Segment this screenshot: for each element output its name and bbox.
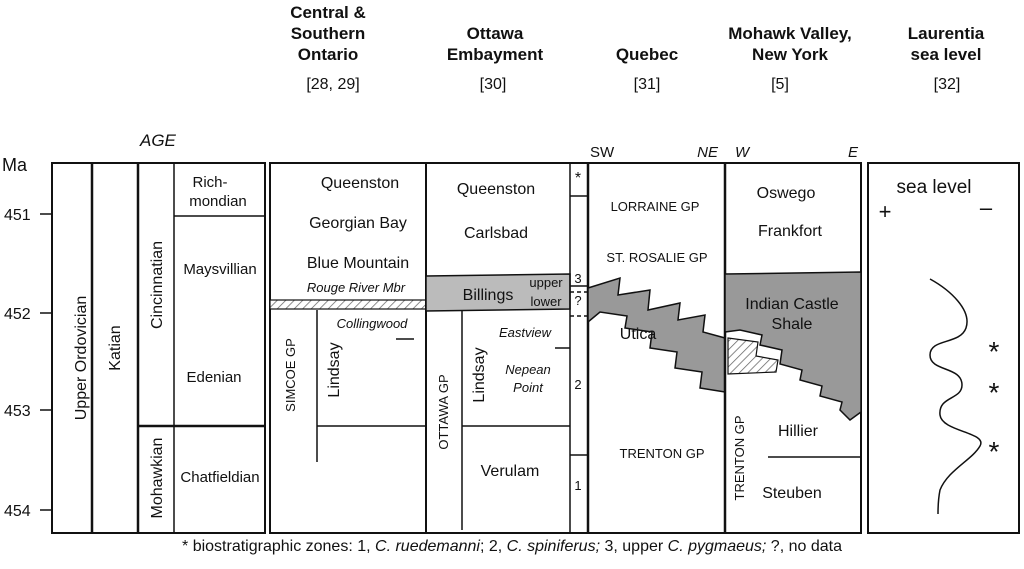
- ottawa-ref: [30]: [479, 76, 507, 93]
- laurentia-title-line2: sea level: [910, 45, 982, 64]
- maysvillian-label: Maysvillian: [183, 261, 257, 278]
- tick-label-452: 452: [4, 306, 31, 323]
- ottawa-title-line1: Ottawa: [466, 24, 524, 43]
- zone-star: *: [574, 170, 582, 187]
- mohawk-column: [725, 144, 861, 533]
- quebec-utica: Utica: [619, 326, 657, 343]
- rouge-river-hatch: [270, 300, 426, 309]
- mohawk-trenton-gp: TRENTON GP: [732, 415, 747, 501]
- footnote-part3: 3, upper: [600, 538, 668, 555]
- column-headers: [290, 3, 985, 93]
- zone-2: 2: [574, 377, 582, 392]
- footnote-part4: ?, no data: [766, 538, 842, 555]
- ma-label: Ma: [2, 155, 28, 175]
- tick-label-454: 454: [4, 503, 31, 520]
- laurentia-title-line1: Laurentia: [907, 24, 985, 43]
- ont-queenston: Queenston: [320, 175, 400, 192]
- sea-level-curve: [930, 279, 981, 514]
- ont-georgian-bay: Georgian Bay: [309, 215, 407, 232]
- ont-collingwood: Collingwood: [336, 316, 408, 331]
- utica-shale: [588, 278, 725, 392]
- ontario-title-line2: Southern: [290, 24, 366, 43]
- sea-level-minus: –: [979, 195, 993, 220]
- ott-billings: Billings: [462, 287, 514, 304]
- chronostratigraphy-column: [52, 163, 265, 533]
- sea-level-star-3: *: [988, 436, 1000, 467]
- richmondian-line2: mondian: [189, 193, 247, 210]
- sea-level-plus: +: [878, 199, 892, 224]
- ont-rouge-river: Rouge River Mbr: [306, 280, 406, 295]
- ott-queenston: Queenston: [456, 181, 536, 198]
- chatfieldian-label: Chatfieldian: [180, 469, 260, 486]
- cincinnatian-label: Cincinnatian: [149, 240, 166, 330]
- sea-level-star-1: *: [988, 336, 1000, 367]
- quebec-column: [588, 144, 725, 533]
- sea-level-column: [868, 163, 1019, 533]
- footnote-part1: * biostratigraphic zones: 1,: [182, 538, 376, 555]
- mohawk-e: E: [847, 144, 858, 161]
- quebec-lorraine: LORRAINE GP: [610, 199, 700, 214]
- laurentia-ref: [32]: [933, 76, 961, 93]
- mohawk-ref: [5]: [771, 76, 789, 93]
- mohawk-w: W: [735, 144, 750, 161]
- mohawk-steuben: Steuben: [762, 485, 822, 502]
- age-header: AGE: [140, 131, 176, 150]
- quebec-ne: NE: [697, 144, 718, 161]
- footnote-species1: C. ruedemanni: [375, 538, 480, 555]
- ont-simcoe-gp: SIMCOE GP: [283, 338, 298, 412]
- ott-lindsay: Lindsay: [471, 347, 488, 403]
- footnote-species2: C. spiniferus;: [506, 538, 601, 555]
- ott-ottawa-gp: OTTAWA GP: [436, 374, 451, 450]
- ottawa-title-line2: Embayment: [446, 45, 544, 64]
- quebec-st-rosalie: ST. ROSALIE GP: [606, 250, 708, 265]
- ontario-column: [270, 163, 426, 533]
- mohawk-hillier: Hillier: [778, 423, 818, 440]
- ontario-title-line3: Ontario: [297, 45, 359, 64]
- mohawk-title-line1: Mohawk Valley,: [728, 24, 852, 43]
- ott-nepean-line2: Point: [513, 380, 543, 395]
- zone-1: 1: [574, 478, 582, 493]
- ontario-ref: [28, 29]: [306, 76, 360, 93]
- ottawa-column: [426, 163, 596, 533]
- ont-lindsay: Lindsay: [326, 342, 343, 398]
- mohawk-title-line2: New York: [752, 45, 828, 64]
- richmondian-line1: Rich-: [192, 174, 228, 191]
- sea-level-title: sea level: [896, 177, 972, 198]
- ontario-title-line1: Central &: [290, 3, 366, 22]
- footnote: [0, 538, 1024, 556]
- sea-level-star-2: *: [988, 377, 1000, 408]
- edenian-label: Edenian: [186, 369, 242, 386]
- katian-label: Katian: [107, 325, 124, 371]
- ott-nepean-line1: Nepean: [505, 362, 551, 377]
- mohawk-oswego: Oswego: [756, 185, 816, 202]
- ott-verulam: Verulam: [480, 463, 540, 480]
- ott-lower: lower: [530, 294, 562, 309]
- quebec-sw: SW: [590, 144, 615, 161]
- quebec-title: Quebec: [615, 45, 679, 64]
- mohawkian-label: Mohawkian: [149, 437, 166, 519]
- footnote-species3: C. pygmaeus;: [667, 538, 767, 555]
- tick-label-451: 451: [4, 207, 31, 224]
- upper-ordovician-label: Upper Ordovician: [73, 295, 90, 421]
- ott-carlsbad: Carlsbad: [463, 225, 529, 242]
- zone-no-data: ?: [574, 293, 582, 308]
- quebec-trenton: TRENTON GP: [619, 446, 705, 461]
- tick-label-453: 453: [4, 403, 31, 420]
- mohawk-indian-castle-line1: Indian Castle: [745, 296, 839, 313]
- ont-blue-mountain: Blue Mountain: [306, 255, 410, 272]
- footnote-part2: ; 2,: [479, 538, 507, 555]
- mohawk-indian-castle-line2: Shale: [771, 316, 813, 333]
- ott-upper: upper: [529, 275, 563, 290]
- quebec-ref: [31]: [633, 76, 661, 93]
- mohawk-frankfort: Frankfort: [757, 223, 823, 240]
- zone-3: 3: [574, 271, 582, 286]
- ott-eastview: Eastview: [498, 325, 552, 340]
